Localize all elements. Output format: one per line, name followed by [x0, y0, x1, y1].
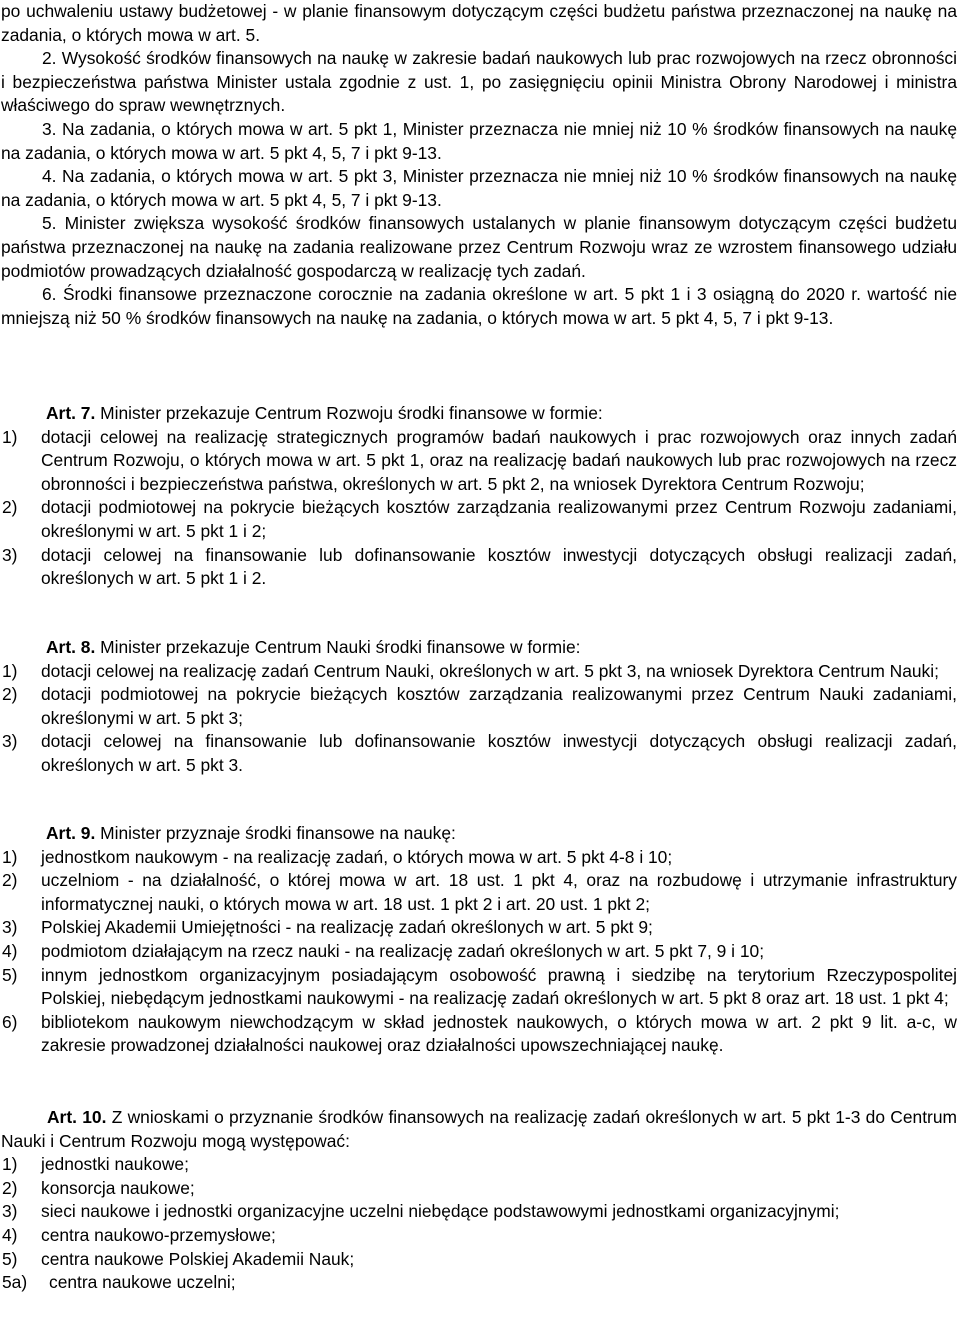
item-number: 3) — [2, 917, 18, 938]
list-item — [0, 496, 960, 543]
paragraph-1: po uchwaleniu ustawy budżetowej - w planie finansowym dotyczącym części budżetu państwa przeznaczonej na naukę na zadania, o których mowa w art. 5. — [1, 1, 957, 45]
item-text: jednostkom naukowym - na realizację zadań, o których mowa w art. 5 pkt 4-8 i 10; — [41, 846, 673, 867]
paragraph-4: 4. Na zadania, o których mowa w art. 5 pkt 3, Minister przeznacza nie mniej niż 10 % środków finansowych na naukę na zadania, o których mowa w art. 5 pkt 4, 5, 7 i pkt 9-13. — [1, 166, 957, 210]
paragraph-2: 2. Wysokość środków finansowych na naukę w zakresie badań naukowych lub prac rozwojowych na rzecz obronności i bezpieczeństwa państwa Minister ustala zgodnie z ust. 1, po zasięgnięciu opinii Ministra Obrony Narodowej i ministra właściwego do spraw wewnętrznych. — [1, 48, 957, 116]
item-text: centra naukowo-przemysłowe; — [41, 1224, 276, 1245]
item-text: centra naukowe Polskiej Akademii Nauk; — [41, 1248, 355, 1269]
item-text: sieci naukowe i jednostki organizacyjne uczelni niebędące podstawowymi jednostkami organizacyjnymi; — [41, 1201, 840, 1222]
item-text: innym jednostkom organizacyjnym posiadającym osobowość prawną i siedzibę na terytorium Rzeczypospolitej Polskiej, niebędącym jednostkami naukowymi - na realizację zadań określonych w art. 5 pkt 8 oraz art. 18 ust. 1 pkt 4; — [41, 964, 957, 1009]
list-item — [0, 730, 960, 777]
item-text: podmiotom działającym na rzecz nauki - na realizację zadań określonych w art. 5 pkt 7, 9 i 10; — [41, 940, 765, 961]
list-item — [0, 660, 960, 684]
article-8-heading — [0, 636, 960, 660]
item-number: 2) — [2, 870, 18, 891]
paragraph-5: 5. Minister zwiększa wysokość środków finansowych ustalanych w planie finansowym dotyczącym części budżetu państwa przeznaczonej na naukę na zadania realizowane przez Centrum Rozwoju wraz ze wzrostem finansowego udziału podmiotów prowadzących działalność gospodarczą w realizację tych zadań. — [1, 213, 957, 281]
item-number: 2) — [2, 684, 18, 705]
item-number: 3) — [2, 731, 18, 752]
paragraph-3: 3. Na zadania, o których mowa w art. 5 pkt 1, Minister przeznacza nie mniej niż 10 % środków finansowych na naukę na zadania, o których mowa w art. 5 pkt 4, 5, 7 i pkt 9-13. — [1, 118, 957, 163]
item-number: 6) — [2, 1011, 18, 1032]
paragraph-6: 6. Środki finansowe przeznaczone corocznie na zadania określone w art. 5 pkt 1 i 3 osiągną do 2020 r. wartość nie mniejszą niż 50 % środków finansowych na naukę na zadania, o których mowa w art. 5 pkt 4, 5, 7 i pkt 9-13. — [1, 284, 957, 328]
list-item — [0, 1011, 960, 1058]
article-8-lead: Minister przekazuje Centrum Nauki środki finansowe w formie: — [100, 637, 581, 657]
article-9-heading — [0, 822, 960, 846]
item-text: dotacji celowej na finansowanie lub dofinansowanie kosztów inwestycji dotyczących obsługi realizacji zadań, określonych w art. 5 pkt 1 i 2. — [41, 544, 957, 589]
article-10-list-extra — [0, 1271, 960, 1295]
list-item — [0, 964, 960, 1011]
list-item — [0, 1153, 960, 1177]
article-9 — [0, 822, 960, 1058]
article-7-list — [0, 426, 960, 591]
article-10-list — [0, 1153, 960, 1271]
item-number: 1) — [2, 846, 18, 867]
item-text: dotacji celowej na realizację zadań Centrum Nauki, określonych w art. 5 pkt 3, na wniosek Dyrektora Centrum Nauki; — [41, 660, 939, 681]
item-number: 5) — [2, 964, 18, 985]
item-number: 5) — [2, 1248, 18, 1269]
intro-section — [0, 0, 960, 330]
list-item — [0, 1248, 960, 1272]
list-item — [0, 1200, 960, 1224]
list-item — [0, 916, 960, 940]
item-number: 2) — [2, 1177, 18, 1198]
article-10-label: Art. 10. — [47, 1107, 107, 1127]
article-8-label: Art. 8. — [46, 637, 96, 657]
list-item — [0, 1177, 960, 1201]
item-number: 4) — [2, 940, 18, 961]
item-text: dotacji celowej na finansowanie lub dofinansowanie kosztów inwestycji dotyczących obsługi realizacji zadań, określonych w art. 5 pkt 3. — [41, 731, 957, 775]
list-item — [0, 1224, 960, 1248]
list-item — [0, 426, 960, 497]
item-text: centra naukowe uczelni; — [49, 1272, 236, 1293]
item-number: 3) — [2, 544, 18, 565]
item-text: dotacji celowej na realizację strategicznych programów badań naukowych i prac rozwojowych oraz innych zadań Centrum Rozwoju, o których mowa w art. 5 pkt 1, oraz na realizację badań naukowych lub prac rozwojowych na rzecz obronności i bezpieczeństwa państwa, określonych w art. 5 pkt 2, na wniosek Dyrektora Centrum Rozwoju; — [41, 426, 957, 494]
item-text: dotacji podmiotowej na pokrycie bieżących kosztów zarządzania realizowanymi przez Centrum Nauki zadaniami, określonymi w art. 5 pkt 3; — [41, 684, 957, 728]
list-item — [0, 683, 960, 730]
item-text: bibliotekom naukowym niewchodzącym w skład jednostek naukowych, o których mowa w art. 2 pkt 9 lit. a-c, w zakresie prowadzonej działalności naukowej oraz działalności upowszechniającej naukę. — [41, 1011, 957, 1056]
article-9-list — [0, 846, 960, 1058]
item-number: 4) — [2, 1224, 18, 1245]
article-9-lead: Minister przyznaje środki finansowe na naukę: — [100, 823, 456, 843]
article-10 — [0, 1106, 960, 1295]
item-text: Polskiej Akademii Umiejętności - na realizację zadań określonych w art. 5 pkt 9; — [41, 917, 653, 938]
item-text: konsorcja naukowe; — [41, 1177, 195, 1198]
article-7-label: Art. 7. — [46, 403, 96, 423]
item-number: 5a) — [2, 1272, 28, 1293]
item-number: 2) — [2, 497, 18, 518]
article-10-heading — [0, 1106, 960, 1153]
list-item — [0, 544, 960, 591]
article-7 — [0, 402, 960, 591]
list-item — [0, 1271, 960, 1295]
list-item — [0, 869, 960, 916]
article-10-lead: Z wnioskami o przyznanie środków finansowych na realizację zadań określonych w art. 5 pkt 1-3 do Centrum Nauki i Centrum Rozwoju mogą występować: — [1, 1107, 957, 1151]
article-8 — [0, 636, 960, 778]
item-number: 1) — [2, 1154, 18, 1175]
article-7-heading — [0, 402, 960, 426]
item-text: jednostki naukowe; — [41, 1154, 189, 1175]
article-8-list — [0, 660, 960, 778]
article-9-label: Art. 9. — [46, 823, 96, 843]
item-text: dotacji podmiotowej na pokrycie bieżących kosztów zarządzania realizowanymi przez Centrum Rozwoju zadaniami, określonymi w art. 5 pkt 1 i 2; — [41, 497, 957, 541]
list-item — [0, 846, 960, 870]
list-item — [0, 940, 960, 964]
item-number: 1) — [2, 426, 18, 447]
article-7-lead: Minister przekazuje Centrum Rozwoju środki finansowe w formie: — [100, 403, 603, 423]
item-text: uczelniom - na działalność, o której mowa w art. 18 ust. 1 pkt 4, oraz na rozbudowę i utrzymanie infrastruktury informatycznej nauki, o których mowa w art. 18 ust. 1 pkt 2 i art. 20 ust. 1 pkt 2; — [41, 870, 957, 914]
item-number: 3) — [2, 1201, 18, 1222]
item-number: 1) — [2, 660, 18, 681]
